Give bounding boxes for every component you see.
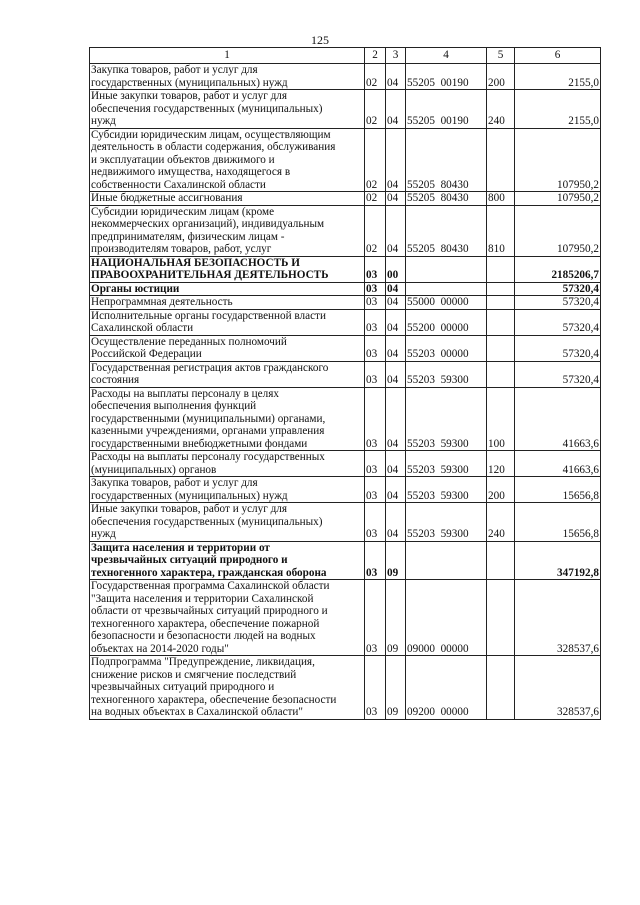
amount: 57320,4: [515, 282, 601, 296]
table-row: [90, 541, 601, 580]
section-code: 02: [365, 192, 386, 206]
row-name-line: техногенного характера, обеспечение безопасности: [91, 693, 337, 706]
row-name: [90, 64, 365, 90]
target-article-code: 55000 00000: [406, 296, 487, 310]
target-article-code: [406, 282, 487, 296]
section-code: 03: [365, 335, 386, 361]
section-code: 02: [365, 205, 386, 256]
page-number: 125: [311, 33, 329, 47]
row-name-line: производителям товаров, работ, услуг: [91, 243, 272, 255]
table-row: [90, 361, 601, 387]
row-name: [90, 90, 365, 129]
table-row: [90, 387, 601, 451]
row-name: [90, 361, 365, 387]
expense-type-code: 810: [487, 205, 515, 256]
expense-type-code: [487, 541, 515, 580]
target-article-code: 55205 80430: [406, 192, 487, 206]
row-name-line: Государственная регистрация актов гражданского: [91, 361, 329, 374]
amount: 328537,6: [515, 580, 601, 656]
target-article-code: [406, 541, 487, 580]
subsection-code: 04: [386, 309, 406, 335]
table-row: [90, 656, 601, 720]
target-article-code: 55205 00190: [406, 90, 487, 129]
row-name-line: снижение рисков и смягчение последствий: [91, 668, 297, 681]
row-name-line: государственными внебюджетными фондами: [91, 437, 308, 450]
column-header: 1: [90, 48, 365, 64]
subsection-code: 04: [386, 361, 406, 387]
target-article-code: 09200 00000: [406, 656, 487, 720]
target-article-code: 55205 80430: [406, 205, 487, 256]
table-row: [90, 503, 601, 542]
row-name-line: Иные бюджетные ассигнования: [91, 192, 243, 204]
row-name: [90, 128, 365, 192]
section-code: 03: [365, 477, 386, 503]
expense-type-code: 100: [487, 387, 515, 451]
row-name-line: чрезвычайных ситуаций природного и: [91, 554, 288, 566]
amount: 107950,2: [515, 128, 601, 192]
row-name-line: и эксплуатации объектов движимого и: [91, 153, 275, 166]
row-name-line: Расходы на выплаты персоналу в целях: [91, 387, 279, 400]
expense-type-code: 120: [487, 451, 515, 477]
target-article-code: 55200 00000: [406, 309, 487, 335]
row-name: [90, 503, 365, 542]
row-name-line: (муниципальных) органов: [91, 463, 217, 476]
expense-type-code: 240: [487, 503, 515, 542]
row-name-line: ПРАВООХРАНИТЕЛЬНАЯ ДЕЯТЕЛЬНОСТЬ: [91, 269, 329, 281]
subsection-code: 09: [386, 580, 406, 656]
expense-type-code: 200: [487, 64, 515, 90]
row-name-line: Непрограммная деятельность: [91, 296, 233, 308]
expense-type-code: 240: [487, 90, 515, 129]
subsection-code: 04: [386, 64, 406, 90]
amount: 15656,8: [515, 503, 601, 542]
section-code: 03: [365, 580, 386, 656]
expense-type-code: [487, 335, 515, 361]
subsection-code: 04: [386, 90, 406, 129]
row-name: [90, 309, 365, 335]
row-name-line: Субсидии юридическим лицам (кроме: [91, 205, 275, 218]
target-article-code: 55203 59300: [406, 451, 487, 477]
table-row: [90, 256, 601, 282]
amount: 41663,6: [515, 387, 601, 451]
row-name-line: Расходы на выплаты персоналу государственных: [91, 451, 325, 463]
row-name-line: государственных (муниципальных) нужд: [91, 76, 288, 89]
amount: 41663,6: [515, 451, 601, 477]
target-article-code: 55205 00190: [406, 64, 487, 90]
table-header-row: [90, 48, 601, 64]
row-name-line: "Защита населения и территории Сахалинской: [91, 592, 314, 605]
subsection-code: 04: [386, 477, 406, 503]
table-row: [90, 205, 601, 256]
subsection-code: 09: [386, 656, 406, 720]
section-code: 02: [365, 90, 386, 129]
amount: 57320,4: [515, 335, 601, 361]
table-row: [90, 90, 601, 129]
row-name-line: Защита населения и территории от: [91, 541, 270, 554]
row-name: [90, 205, 365, 256]
table-row: [90, 64, 601, 90]
section-code: 03: [365, 541, 386, 580]
row-name-line: Сахалинской области: [91, 322, 194, 334]
subsection-code: 04: [386, 503, 406, 542]
amount: 57320,4: [515, 309, 601, 335]
row-name-line: Иные закупки товаров, работ и услуг для: [91, 503, 288, 515]
column-header: 3: [386, 48, 406, 64]
amount: 15656,8: [515, 477, 601, 503]
row-name-line: состояния: [91, 374, 140, 386]
subsection-code: 04: [386, 205, 406, 256]
amount: 2155,0: [515, 64, 601, 90]
target-article-code: [406, 256, 487, 282]
row-name-line: собственности Сахалинской области: [91, 178, 266, 191]
row-name: [90, 541, 365, 580]
table-body: [90, 64, 601, 720]
section-code: 03: [365, 296, 386, 310]
row-name-line: Закупка товаров, работ и услуг для: [91, 64, 258, 76]
budget-table: [89, 47, 601, 720]
amount: 2155,0: [515, 90, 601, 129]
row-name-line: недвижимого имущества, находящегося в: [91, 166, 291, 178]
expense-type-code: [487, 361, 515, 387]
row-name-line: нужд: [91, 528, 116, 540]
table-row: [90, 128, 601, 192]
expense-type-code: [487, 256, 515, 282]
row-name: [90, 192, 365, 206]
row-name-line: Иные закупки товаров, работ и услуг для: [91, 90, 288, 102]
row-name-line: Осуществление переданных полномочий: [91, 335, 287, 348]
amount: 107950,2: [515, 192, 601, 206]
amount: 57320,4: [515, 361, 601, 387]
subsection-code: 09: [386, 541, 406, 580]
expense-type-code: [487, 656, 515, 720]
expense-type-code: [487, 580, 515, 656]
expense-type-code: 200: [487, 477, 515, 503]
row-name-line: некоммерческих организаций), индивидуальным: [91, 218, 325, 230]
column-header: 5: [487, 48, 515, 64]
subsection-code: 04: [386, 128, 406, 192]
column-header: 4: [406, 48, 487, 64]
table-row: [90, 477, 601, 503]
row-name-line: техногенного характера, обеспечение пожарной: [91, 617, 320, 630]
row-name: [90, 580, 365, 656]
target-article-code: 55203 59300: [406, 361, 487, 387]
section-code: 03: [365, 451, 386, 477]
amount: 347192,8: [515, 541, 601, 580]
section-code: 03: [365, 309, 386, 335]
row-name-line: деятельность в области содержания, обслуживания: [91, 141, 336, 153]
table-row: [90, 451, 601, 477]
expense-type-code: [487, 309, 515, 335]
table-row: [90, 580, 601, 656]
row-name: [90, 282, 365, 296]
expense-type-code: [487, 296, 515, 310]
subsection-code: 04: [386, 296, 406, 310]
subsection-code: 00: [386, 256, 406, 282]
row-name-line: государственных (муниципальных) нужд: [91, 489, 288, 502]
section-code: 02: [365, 128, 386, 192]
subsection-code: 04: [386, 335, 406, 361]
table-row: [90, 335, 601, 361]
section-code: 03: [365, 387, 386, 451]
row-name-line: на водных объектах в Сахалинской области": [91, 706, 303, 718]
row-name-line: объектах на 2014-2020 годы": [91, 642, 229, 655]
row-name-line: государственными (муниципальными) органами,: [91, 412, 326, 425]
row-name-line: НАЦИОНАЛЬНАЯ БЕЗОПАСНОСТЬ И: [91, 256, 300, 269]
column-header: 6: [515, 48, 601, 64]
table-row: [90, 282, 601, 296]
column-header: 2: [365, 48, 386, 64]
amount: 2185206,7: [515, 256, 601, 282]
expense-type-code: 800: [487, 192, 515, 206]
row-name-line: Субсидии юридическим лицам, осуществляющим: [91, 128, 331, 141]
section-code: 03: [365, 503, 386, 542]
section-code: 03: [365, 282, 386, 296]
row-name-line: Российской Федерации: [91, 348, 202, 360]
row-name-line: Государственная программа Сахалинской области: [91, 580, 330, 592]
section-code: 03: [365, 656, 386, 720]
row-name-line: техногенного характера, гражданская оборона: [91, 566, 327, 579]
amount: 57320,4: [515, 296, 601, 310]
expense-type-code: [487, 128, 515, 192]
row-name-line: безопасности и безопасности людей на водных: [91, 630, 316, 642]
target-article-code: 55203 59300: [406, 477, 487, 503]
row-name: [90, 256, 365, 282]
row-name-line: Исполнительные органы государственной власти: [91, 309, 326, 322]
row-name-line: Органы юстиции: [91, 282, 180, 295]
subsection-code: 04: [386, 451, 406, 477]
table-row: [90, 309, 601, 335]
target-article-code: 55203 00000: [406, 335, 487, 361]
row-name-line: Закупка товаров, работ и услуг для: [91, 477, 258, 489]
target-article-code: 55205 80430: [406, 128, 487, 192]
target-article-code: 55203 59300: [406, 503, 487, 542]
section-code: 03: [365, 256, 386, 282]
row-name: [90, 387, 365, 451]
subsection-code: 04: [386, 387, 406, 451]
target-article-code: 09000 00000: [406, 580, 487, 656]
subsection-code: 04: [386, 192, 406, 206]
row-name-line: чрезвычайных ситуаций природного и: [91, 681, 275, 693]
table-row: [90, 192, 601, 206]
row-name-line: обеспечения выполнения функций: [91, 400, 257, 412]
section-code: 03: [365, 361, 386, 387]
subsection-code: 04: [386, 282, 406, 296]
row-name: [90, 477, 365, 503]
row-name-line: казенными учреждениями, органами управления: [91, 425, 325, 437]
target-article-code: 55203 59300: [406, 387, 487, 451]
row-name-line: нужд: [91, 115, 116, 127]
row-name: [90, 451, 365, 477]
row-name-line: обеспечения государственных (муниципальных): [91, 102, 323, 115]
row-name: [90, 335, 365, 361]
row-name: [90, 656, 365, 720]
amount: 107950,2: [515, 205, 601, 256]
row-name-line: обеспечения государственных (муниципальных): [91, 515, 323, 528]
expense-type-code: [487, 282, 515, 296]
section-code: 02: [365, 64, 386, 90]
amount: 328537,6: [515, 656, 601, 720]
table-row: [90, 296, 601, 310]
row-name-line: Подпрограмма "Предупреждение, ликвидация,: [91, 656, 315, 668]
row-name-line: области от чрезвычайных ситуаций природного и: [91, 605, 328, 617]
row-name-line: предпринимателям, физическим лицам -: [91, 230, 285, 243]
row-name: [90, 296, 365, 310]
